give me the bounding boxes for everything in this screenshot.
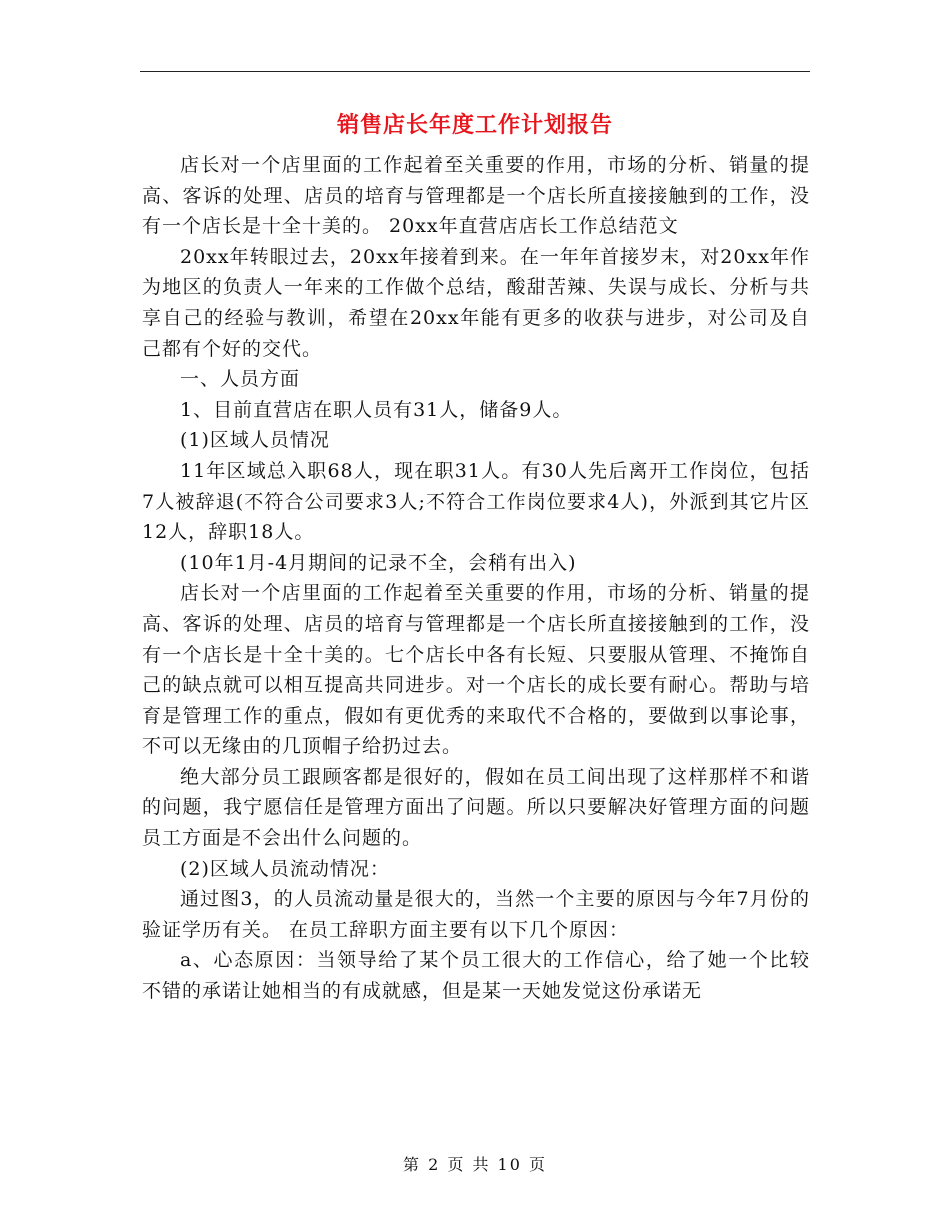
- paragraph: (10年1月-4月期间的记录不全，会稍有出入): [180, 551, 577, 574]
- page-number-footer: 第 2 页 共 10 页: [403, 1155, 547, 1174]
- document-body: [142, 150, 810, 1007]
- paragraph: 11年区域总入职68人，现在职31人。有30人先后离开工作岗位，包括7人被辞退(不符合公司要求3人;不符合工作岗位要求4人)，外派到其它片区12人，辞职18人。: [142, 459, 810, 544]
- subsection-heading: (1)区域人员情况: [180, 429, 330, 452]
- paragraph: 店长对一个店里面的工作起着至关重要的作用，市场的分析、销量的提高、客诉的处理、店员的培育与管理都是一个店长所直接接触到的工作，没有一个店长是十全十美的。 20xx年直营店店长工作总结范文: [142, 154, 810, 238]
- paragraph: 绝大部分员工跟顾客都是很好的，假如在员工间出现了这样那样不和谐的问题，我宁愿信任是管理方面出了问题。所以只要解决好管理方面的问题员工方面是不会出什么问题的。: [142, 765, 810, 850]
- paragraph: 通过图3，的人员流动量是很大的，当然一个主要的原因与今年7月份的验证学历有关。 在员工辞职方面主要有以下几个原因：: [142, 888, 810, 941]
- document-title: 销售店长年度工作计划报告: [336, 112, 613, 138]
- paragraph: a、心态原因：当领导给了某个员工很大的工作信心，给了她一个比较不错的承诺让她相当的有成就感，但是某一天她发觉这份承诺无: [142, 949, 810, 1003]
- paragraph: 店长对一个店里面的工作起着至关重要的作用，市场的分析、销量的提高、客诉的处理、店员的培育与管理都是一个店长所直接接触到的工作，没有一个店长是十全十美的。七个店长中各有长短、只要服从管理、不掩饰自己的缺点就可以相互提高共同进步。对一个店长的成长要有耐心。帮助与培育是管理工作的重点，假如有更优秀的来取代不合格的，要做到以事论事，不可以无缘由的几顶帽子给扔过去。: [142, 582, 810, 758]
- paragraph: 20xx年转眼过去，20xx年接着到来。在一年年首接岁末，对20xx年作为地区的负责人一年来的工作做个总结，酸甜苦辣、失误与成长、分析与共享自己的经验与教训，希望在20xx年能有更多的收获与进步，对公司及自己都有个好的交代。: [142, 245, 810, 360]
- header-divider: [140, 71, 810, 72]
- section-heading: 一、人员方面: [180, 368, 301, 391]
- subsection-heading: (2)区域人员流动情况：: [180, 857, 390, 880]
- paragraph: 1、目前直营店在职人员有31人，储备9人。: [180, 398, 573, 421]
